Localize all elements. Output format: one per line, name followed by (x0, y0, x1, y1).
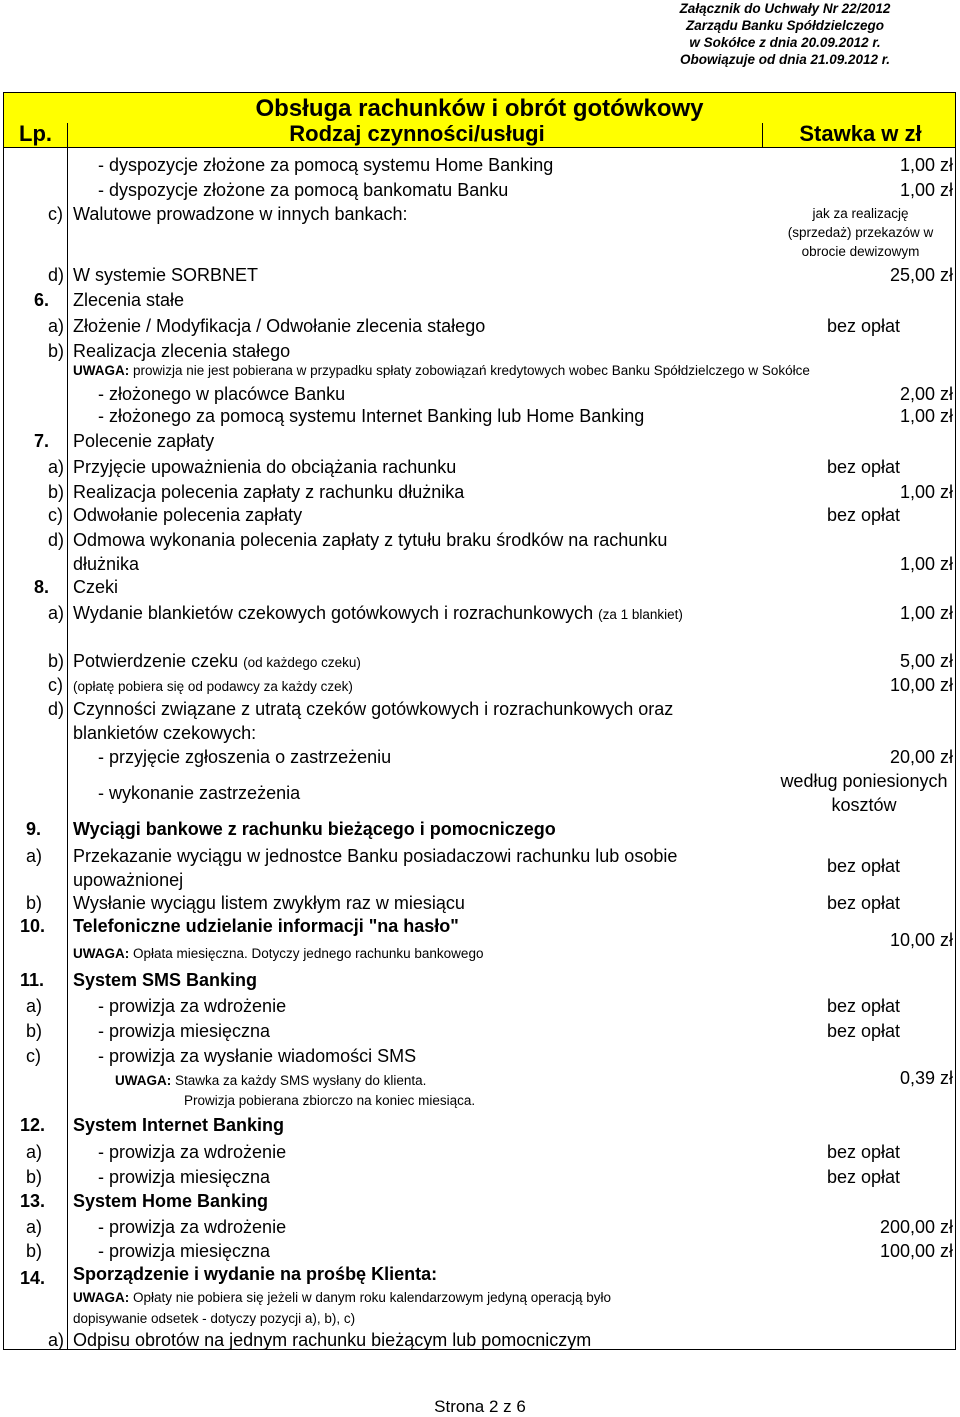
row-text: - prowizja za wdrożenie (98, 1142, 287, 1162)
header-line-1: Załącznik do Uchwały Nr 22/2012 (679, 1, 891, 16)
row-text: - prowizja za wysłanie wiadomości SMS (98, 1046, 417, 1066)
section-title: System SMS Banking (73, 970, 258, 990)
row-text: Złożenie / Modyfikacja / Odwołanie zlecenia stałego (73, 316, 486, 336)
row-lp: b) (26, 893, 43, 913)
row-rate: 100,00 zł (879, 1241, 953, 1261)
row-rate: bez opłat (826, 505, 900, 525)
row-rate: 5,00 zł (899, 651, 953, 671)
section-title: System Internet Banking (73, 1115, 285, 1135)
note (73, 360, 810, 382)
row-rate: bez opłat (826, 316, 900, 336)
row-lp: b) (26, 1167, 43, 1187)
row-lp: c) (26, 1046, 41, 1066)
table-header-row (4, 123, 955, 148)
row-text: - prowizja za wdrożenie (98, 996, 287, 1016)
row-rate: 1,00 zł (899, 406, 953, 426)
row-text: W systemie SORBNET (73, 265, 259, 285)
note-text: Opłaty nie pobiera się jeżeli w danym roku kalendarzowym jedyną operacją było (129, 1290, 611, 1305)
section-title: Wyciągi bankowe z rachunku bieżącego i pomocniczego (73, 819, 556, 839)
row-rate: 1,00 zł (899, 155, 953, 175)
table-title-bar (4, 93, 955, 124)
column-header-rate: Stawka w zł (799, 121, 922, 146)
note-text: Stawka za każdy SMS wysłany do klienta. (171, 1073, 427, 1088)
row-lp: a) (48, 1330, 65, 1350)
row-rate: 1,00 zł (899, 482, 953, 502)
row-text: Czynności związane z utratą czeków gotówkowych i rozrachunkowych oraz (73, 699, 674, 719)
row-lp: d) (48, 265, 65, 285)
row-rate: 20,00 zł (889, 747, 953, 767)
row-lp: d) (48, 699, 65, 719)
row-lp: d) (48, 530, 65, 550)
row-rate: jak za realizację (812, 206, 909, 221)
note-label: UWAGA: (73, 363, 130, 378)
row-rate: kosztów (831, 795, 897, 815)
row-text (73, 650, 361, 674)
row-lp: a) (26, 1217, 43, 1237)
row-rate: 1,00 zł (899, 180, 953, 200)
section-number: 9. (26, 819, 42, 839)
row-text: Przyjęcie upoważnienia do obciążania rachunku (73, 457, 457, 477)
row-lp: a) (48, 603, 65, 623)
row-lp: a) (48, 457, 65, 477)
note (73, 943, 483, 965)
row-text: Odwołanie polecenia zapłaty (73, 505, 303, 525)
row-text: - prowizja miesięczna (98, 1167, 271, 1187)
row-rate: 1,00 zł (899, 603, 953, 623)
note-label: UWAGA: (115, 1073, 172, 1088)
section-title: Polecenie zapłaty (73, 431, 215, 451)
row-rate: 10,00 zł (889, 675, 953, 695)
column-header-service: Rodzaj czynności/usługi (289, 121, 545, 146)
row-text (73, 602, 683, 626)
section-number: 14. (20, 1268, 46, 1288)
column-header-lp: Lp. (19, 121, 52, 146)
row-rate: bez opłat (826, 856, 900, 876)
header-line-3: w Sokółce z dnia 20.09.2012 r. (689, 35, 881, 50)
row-rate: bez opłat (826, 1142, 900, 1162)
row-text: dłużnika (73, 554, 140, 574)
row-rate: (sprzedaż) przekazów w (787, 225, 934, 240)
row-rate: obrocie dewizowym (801, 244, 920, 259)
section-number: 7. (34, 431, 50, 451)
row-text: blankietów czekowych: (73, 723, 257, 743)
page-footer: Strona 2 z 6 (434, 1397, 526, 1416)
section-title: Telefoniczne udzielanie informacji "na hasło" (73, 916, 459, 936)
section-number: 8. (34, 577, 50, 597)
row-lp: a) (48, 316, 65, 336)
header-line-2: Zarządu Banku Spółdzielczego (685, 18, 885, 33)
row-text: - złożonego za pomocą systemu Internet Banking lub Home Banking (98, 406, 645, 426)
row-rate: według poniesionych (780, 771, 948, 791)
row-lp: c) (48, 204, 63, 224)
note-text: dopisywanie odsetek - dotyczy pozycji a), b), c) (73, 1311, 356, 1326)
row-text: Przekazanie wyciągu w jednostce Banku posiadaczowi rachunku lub osobie (73, 846, 678, 866)
row-text: Realizacja zlecenia stałego (73, 341, 291, 361)
row-rate: bez opłat (826, 1167, 900, 1187)
row-text: upoważnionej (73, 870, 184, 890)
section-number: 12. (20, 1115, 46, 1135)
document-header (655, 0, 915, 68)
column-divider-lp (67, 123, 68, 1349)
row-text: - dyspozycje złożone za pomocą bankomatu Banku (98, 180, 509, 200)
row-small-text: (od każdego czeku) (243, 655, 361, 670)
row-rate: bez opłat (826, 996, 900, 1016)
section-title: System Home Banking (73, 1191, 269, 1211)
note-label: UWAGA: (73, 1290, 130, 1305)
note-text: Prowizja pobierana zbiorczo na koniec miesiąca. (184, 1093, 476, 1108)
header-line-4: Obowiązuje od dnia 21.09.2012 r. (679, 52, 891, 67)
row-rate: bez opłat (826, 457, 900, 477)
row-small-text: (za 1 blankiet) (598, 607, 683, 622)
row-text: - przyjęcie zgłoszenia o zastrzeżeniu (98, 747, 392, 767)
section-number: 13. (20, 1191, 46, 1211)
row-text: Wysłanie wyciągu listem zwykłym raz w miesiącu (73, 893, 465, 913)
row-lp: a) (26, 996, 43, 1016)
section-title: Sporządzenie i wydanie na prośbę Klienta: (73, 1264, 438, 1284)
note-text: prowizja nie jest pobierana w przypadku spłaty zobowiązań kredytowych wobec Banku Spółdzielczego w Sokółce (129, 363, 810, 378)
row-text: - prowizja za wdrożenie (98, 1217, 287, 1237)
section-title: Zlecenia stałe (73, 290, 185, 310)
section-number: 11. (20, 970, 45, 990)
section-title: Czeki (73, 577, 119, 597)
section-number: 6. (34, 290, 50, 310)
row-text: - prowizja miesięczna (98, 1241, 271, 1261)
row-text: - wykonanie zastrzeżenia (98, 783, 301, 803)
row-rate: 0,39 zł (899, 1068, 953, 1088)
row-text: Odmowa wykonania polecenia zapłaty z tytułu braku środków na rachunku (73, 530, 668, 550)
row-text: - dyspozycje złożone za pomocą systemu Home Banking (98, 155, 554, 175)
row-lp: a) (26, 1142, 43, 1162)
note-label: UWAGA: (73, 946, 130, 961)
row-lp: b) (48, 341, 65, 361)
row-main-text: Wydanie blankietów czekowych gotówkowych i rozrachunkowych (73, 603, 594, 623)
fee-table (3, 92, 956, 1350)
row-text: Realizacja polecenia zapłaty z rachunku dłużnika (73, 482, 465, 502)
row-lp: c) (48, 505, 63, 525)
row-small-text: (opłatę pobiera się od podawcy za każdy czek) (73, 679, 353, 694)
row-lp: b) (48, 482, 65, 502)
row-text: - prowizja miesięczna (98, 1021, 271, 1041)
row-lp: b) (26, 1021, 43, 1041)
table-title: Obsługa rachunków i obrót gotówkowy (255, 95, 704, 122)
row-rate: 200,00 zł (879, 1217, 953, 1237)
note (115, 1070, 426, 1092)
row-rate: bez opłat (826, 1021, 900, 1041)
row-text: Walutowe prowadzone w innych bankach: (73, 204, 408, 224)
row-lp: b) (26, 1241, 43, 1261)
row-lp: c) (48, 675, 63, 695)
row-lp: a) (26, 846, 43, 866)
section-number: 10. (20, 916, 46, 936)
row-rate: 25,00 zł (889, 265, 953, 285)
note-text: Opłata miesięczna. Dotyczy jednego rachunku bankowego (129, 946, 484, 961)
row-main-text: Potwierdzenie czeku (73, 651, 239, 671)
row-rate: 2,00 zł (899, 384, 953, 404)
row-rate: 10,00 zł (889, 930, 953, 950)
column-divider-rate (762, 123, 763, 147)
row-rate: 1,00 zł (899, 554, 953, 574)
row-lp: b) (48, 651, 65, 671)
row-text: - złożonego w placówce Banku (98, 384, 346, 404)
row-text: Odpisu obrotów na jednym rachunku bieżącym lub pomocniczym (73, 1330, 592, 1350)
note (73, 1287, 611, 1309)
row-rate: bez opłat (826, 893, 900, 913)
